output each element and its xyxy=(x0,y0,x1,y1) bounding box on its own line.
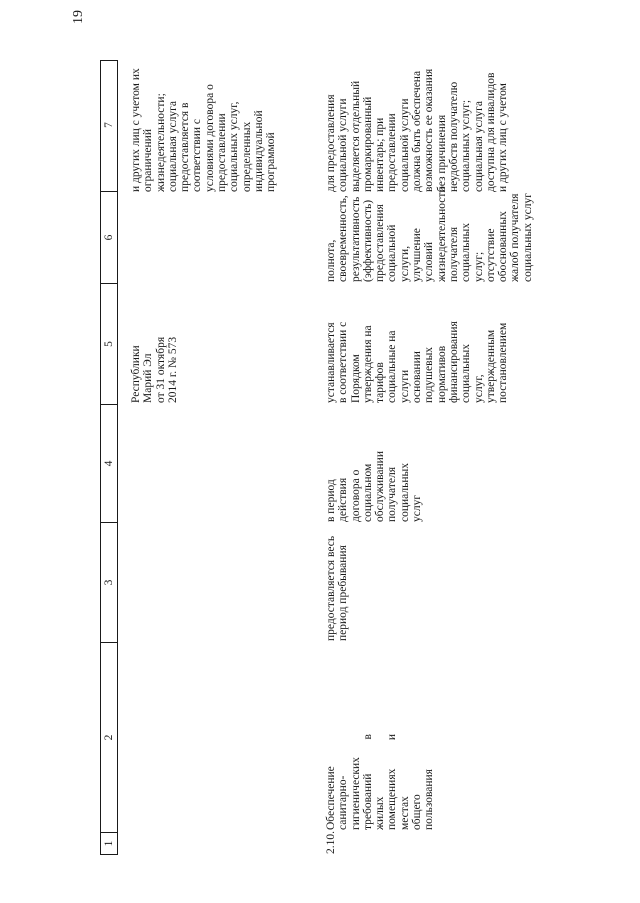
cont-col-7: и других лиц с учетом их ограничений жизнедеятельности; социальная услуга предоставляется в соответствии с условиями договора о предоставлении социальных услуг, определенных индивидуальной программой xyxy=(130,68,278,192)
service-period: предоставляется весь период пребывания xyxy=(325,535,350,641)
service-quality-indicators: полнота, своевременность, результативность (эффективность) предоставления социальной услуги, улучшение условий жизнедеятельности получателя социальных услуг; отсутствие обоснованных жалоб получателя социальных услуг xyxy=(325,186,534,282)
header-col-1: 1 xyxy=(101,832,117,854)
header-col-3: 3 xyxy=(101,522,117,642)
cont-col-5: Республики Марий Эл от 31 октября 2014 г. № 573 xyxy=(130,336,179,403)
service-term: в период действия договора о социальном обслуживании получателя социальных услуг xyxy=(325,451,424,522)
service-name: Обеспечение санитарно- гигиенических требований в жилых помещениях и местах общего пользования xyxy=(325,734,436,830)
column-number-header xyxy=(100,60,118,855)
services-table xyxy=(100,25,534,855)
header-col-4: 4 xyxy=(101,404,117,522)
page-number: 19 xyxy=(71,10,86,24)
header-col-2: 2 xyxy=(101,642,117,832)
header-col-5: 5 xyxy=(101,283,117,404)
header-col-6: 6 xyxy=(101,191,117,283)
service-conditions: для предоставления социальной услуги выделяется отдельный промаркированный инвентарь; при предоставлении социальной услуги должна быть обеспечена возможность ее оказания без причинения неудобств получателю социальных услуг; социальная услуга доступна для инвалидов и других лиц с учетом xyxy=(325,68,510,192)
header-col-7: 7 xyxy=(103,122,115,128)
service-tariff: устанавливается в соответствии с Порядком утверждения на тарифов социальные на услуги основании подушевых нормативов финансирования социальных услуг, утвержденным постановлением xyxy=(325,321,510,403)
row-number: 2.10. xyxy=(325,831,337,854)
